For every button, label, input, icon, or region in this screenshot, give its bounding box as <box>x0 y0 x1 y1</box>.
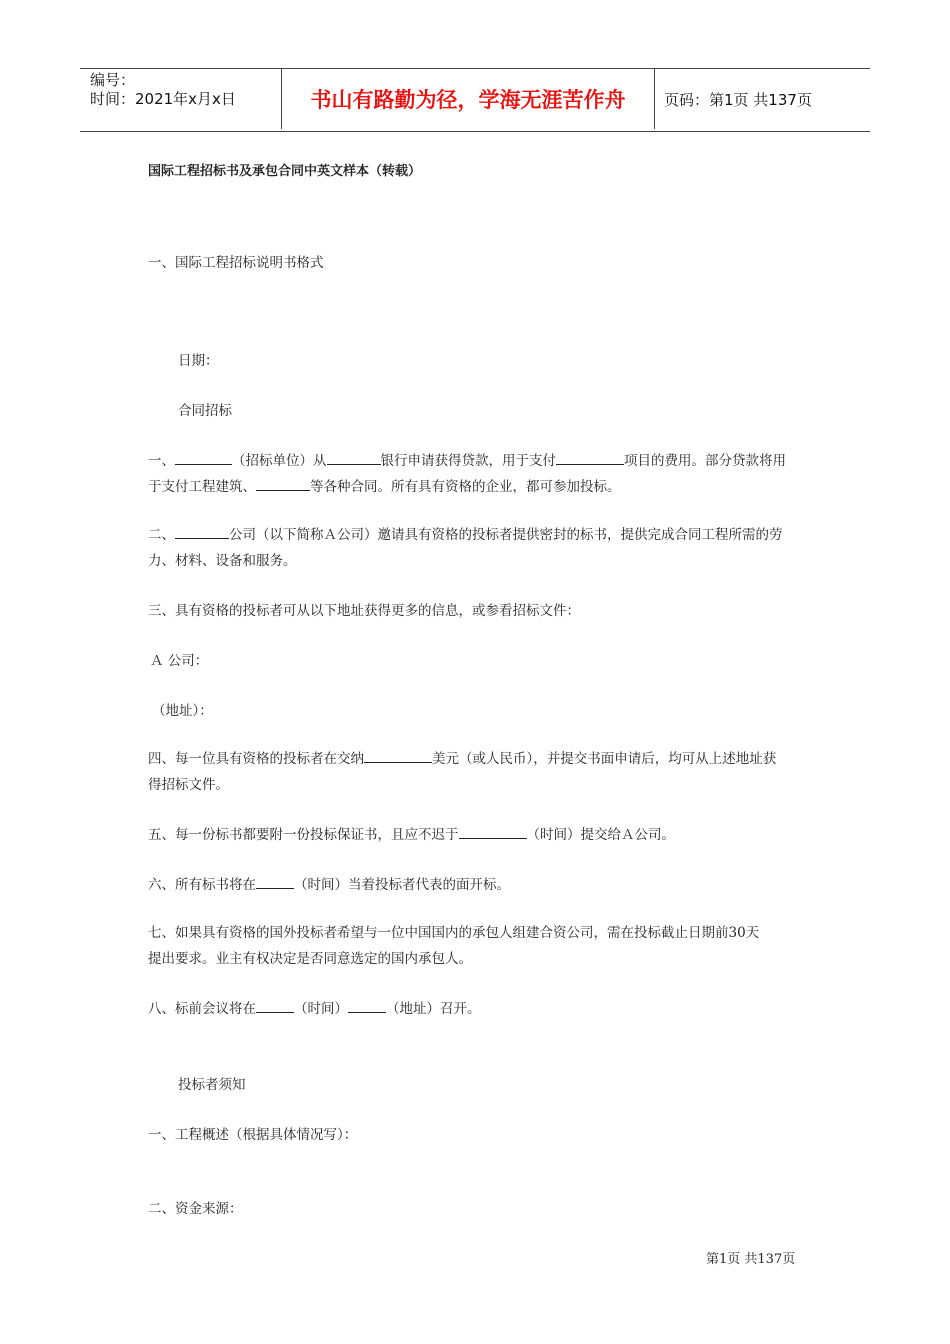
item1-part: 银行申请获得贷款，用于支付 <box>380 453 556 469</box>
address-label: （地址）： <box>152 703 213 719</box>
paragraph-item-2 <box>148 522 813 574</box>
item4-part: 得招标文件。 <box>148 777 229 793</box>
blank-field <box>556 449 624 465</box>
paragraph-item-3: 三、具有资格的投标者可从以下地址获得更多的信息，或参看招标文件： <box>148 603 580 619</box>
item8-part: 八、标前会议将在 <box>148 1001 256 1017</box>
page-header <box>80 68 870 132</box>
item5-part: （时间）提交给Ａ公司。 <box>526 827 675 843</box>
item6-part: 六、所有标书将在 <box>148 877 256 893</box>
item1-part: 一、 <box>148 453 175 469</box>
blank-field <box>327 449 381 465</box>
blank-field <box>256 475 310 491</box>
number-label: 编号： <box>90 71 136 89</box>
time-label: 时间：2021年x月x日 <box>90 90 236 108</box>
notice-item-1: 一、工程概述（根据具体情况写）： <box>148 1127 358 1143</box>
item4-part: 四、每一位具有资格的投标者在交纳 <box>148 751 364 767</box>
notice-item-2: 二、资金来源： <box>148 1201 243 1217</box>
item1-part: （招标单位）从 <box>232 453 327 469</box>
item1-part: 项目的费用。部分贷款将用 <box>624 453 786 469</box>
item7-part: 提出要求。业主有权决定是否同意选定的国内承包人。 <box>148 951 472 967</box>
item8-part: （时间） <box>294 1001 348 1017</box>
blank-field <box>256 997 294 1013</box>
blank-field <box>175 449 232 465</box>
item4-part: 美元（或人民币），并提交书面申请后，均可从上述地址获 <box>432 751 777 767</box>
section-heading: 一、国际工程招标说明书格式 <box>148 255 324 271</box>
paragraph-item-5 <box>148 822 813 848</box>
header-motto: 书山有路勤为径，学海无涯苦作舟 <box>310 88 626 112</box>
item2-part: 二、 <box>148 527 175 543</box>
item8-part: （地址）召开。 <box>386 1001 481 1017</box>
page-footer: 第1页 共137页 <box>706 1252 796 1267</box>
item2-part: 公司（以下简称Ａ公司）邀请具有资格的投标者提供密封的标书，提供完成合同工程所需的劳 <box>229 527 783 543</box>
date-label: 日期： <box>178 353 219 369</box>
contract-tender-heading: 合同招标 <box>178 403 232 419</box>
paragraph-item-6 <box>148 872 813 898</box>
item7-part: 七、如果具有资格的国外投标者希望与一位中国国内的承包人组建合资公司，需在投标截止日期前30天 <box>148 925 760 941</box>
paragraph-item-8 <box>148 996 813 1022</box>
paragraph-item-7 <box>148 920 813 972</box>
item2-part: 力、材料、设备和服务。 <box>148 553 297 569</box>
header-page-info: 页码：第1页 共137页 <box>664 90 812 109</box>
item5-part: 五、每一份标书都要附一份投标保证书，且应不迟于 <box>148 827 459 843</box>
blank-field <box>175 523 229 539</box>
bidder-notice-heading: 投标者须知 <box>178 1077 246 1093</box>
paragraph-item-1 <box>148 448 813 500</box>
item6-part: （时间）当着投标者代表的面开标。 <box>294 877 510 893</box>
header-meta <box>90 71 285 129</box>
company-a-label: Ａ 公司： <box>150 653 209 669</box>
header-divider <box>654 69 655 129</box>
blank-field <box>256 873 294 889</box>
blank-field <box>348 997 386 1013</box>
blank-field <box>459 823 527 839</box>
document-title: 国际工程招标书及承包合同中英文样本（转载） <box>148 164 422 179</box>
item1-part: 等各种合同。所有具有资格的企业，都可参加投标。 <box>310 479 621 495</box>
blank-field <box>364 747 432 763</box>
paragraph-item-4 <box>148 746 813 798</box>
item1-part: 于支付工程建筑、 <box>148 479 256 495</box>
